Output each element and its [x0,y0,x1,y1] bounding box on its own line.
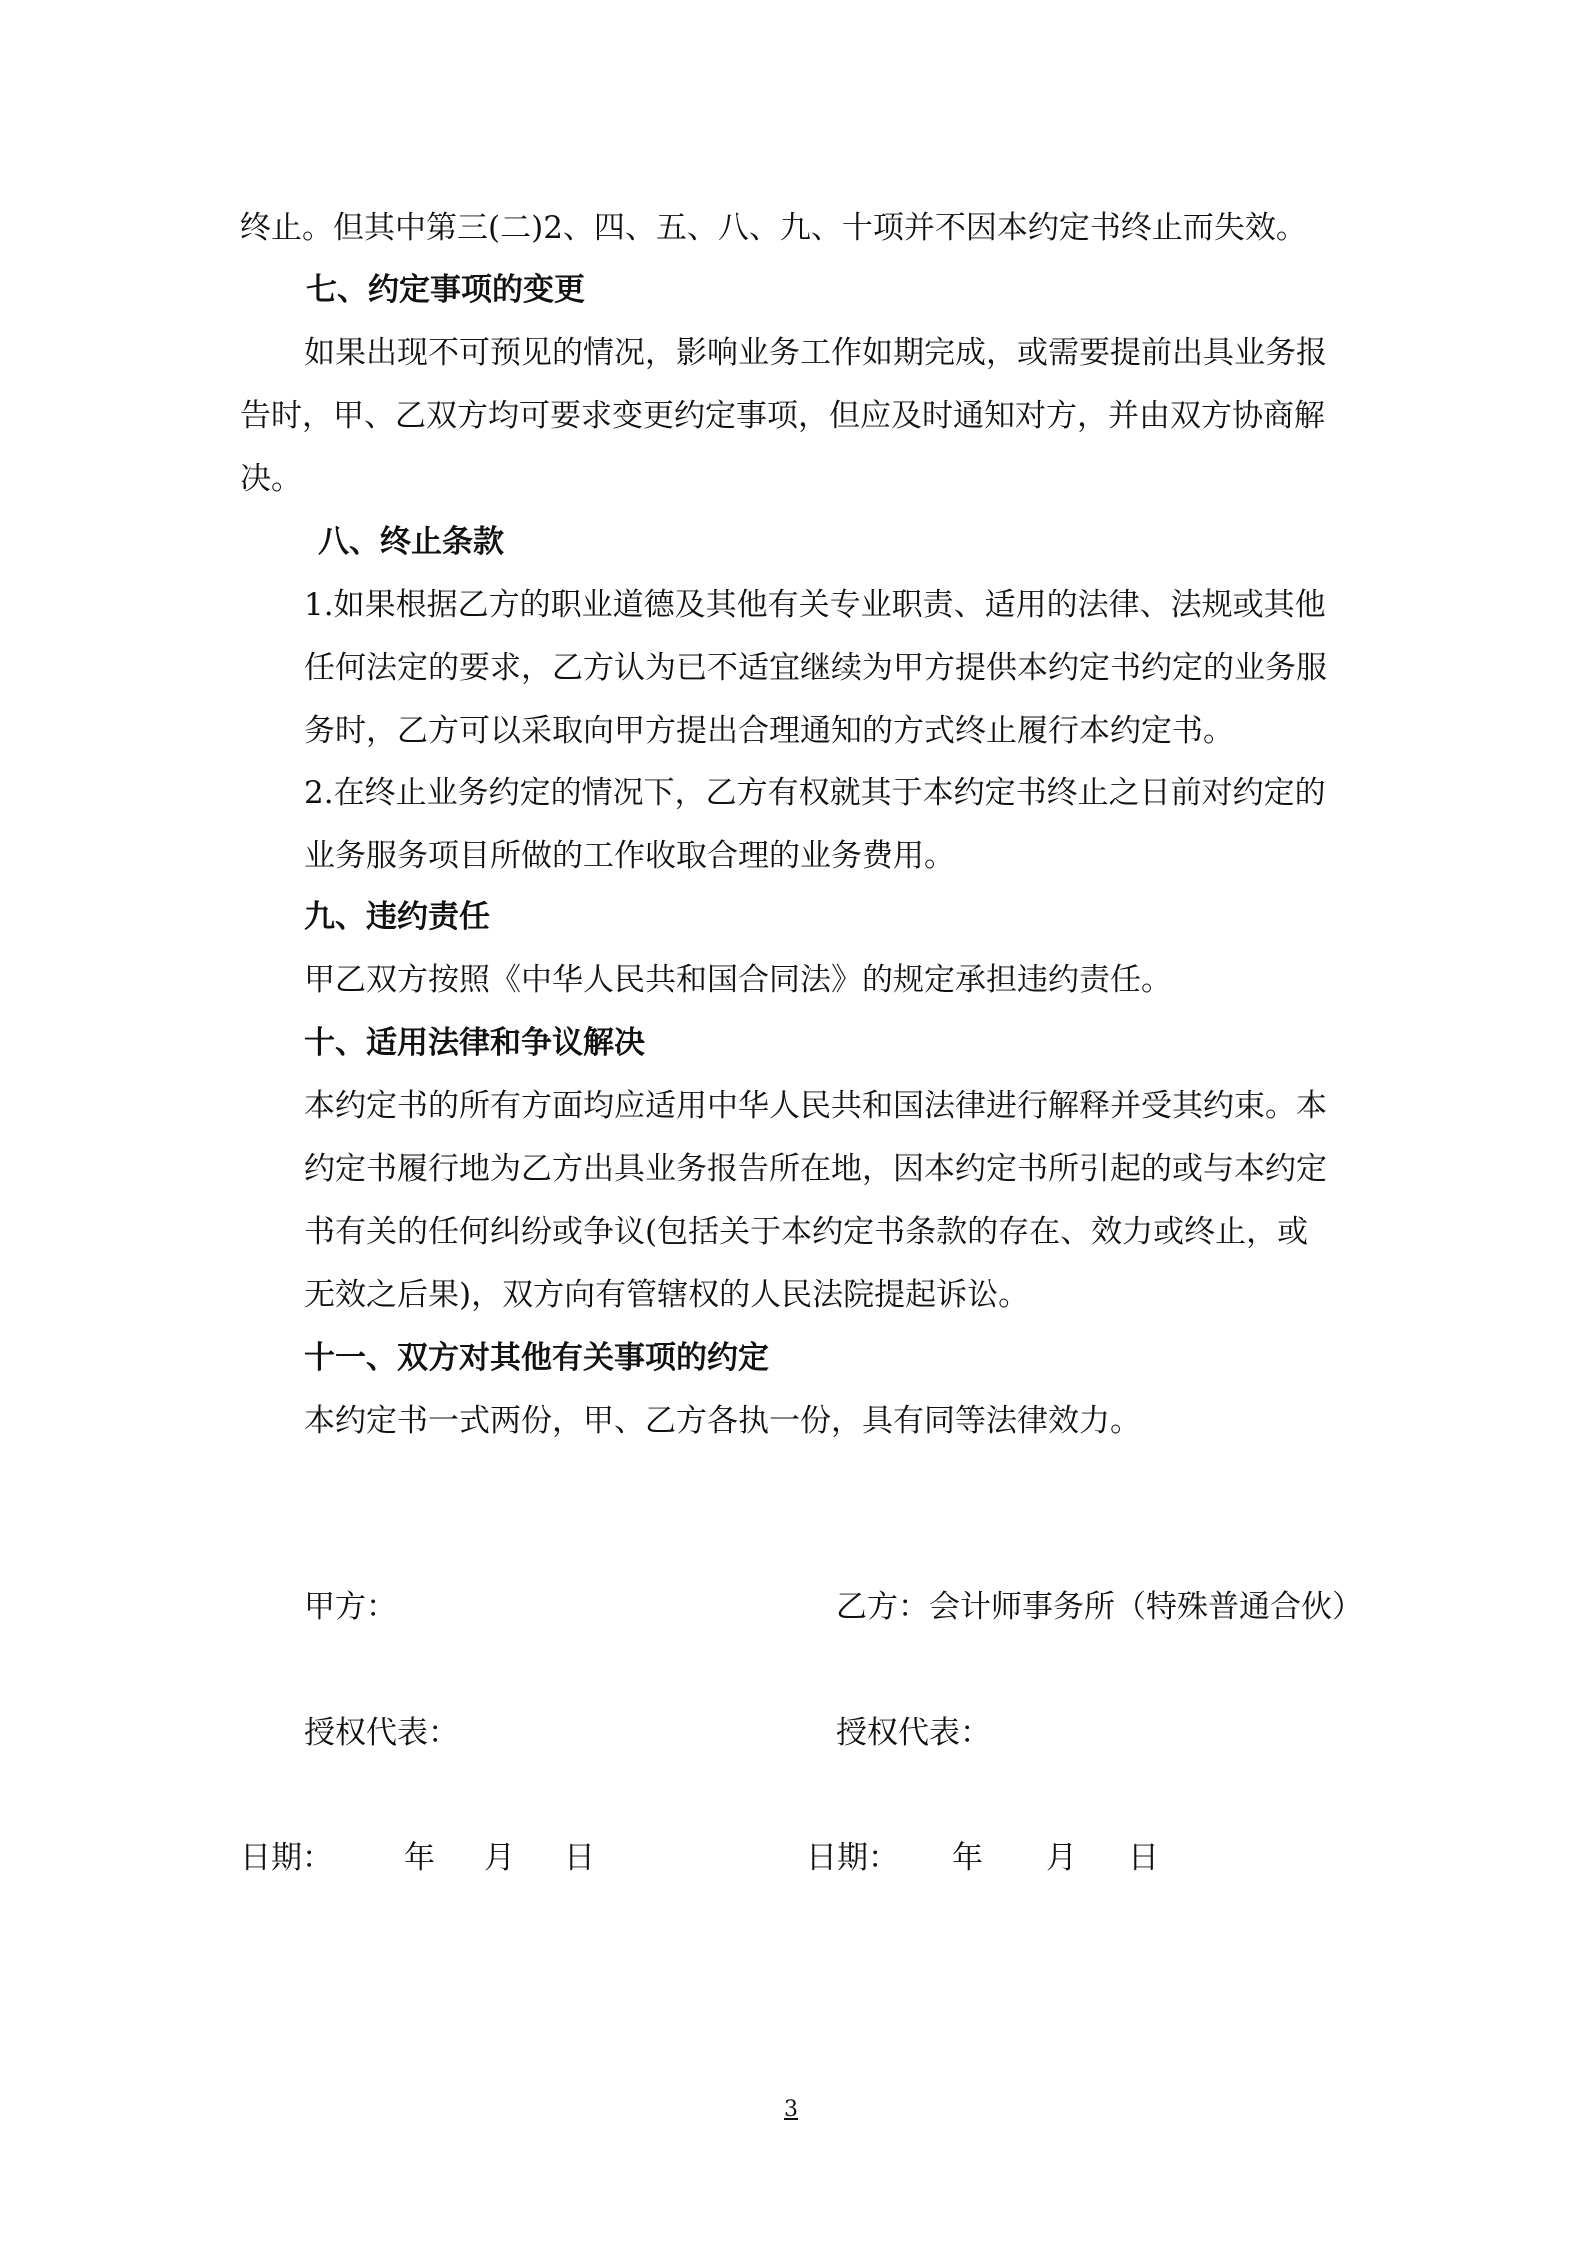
party-b-label: 乙方：会计师事务所（特殊普通合伙） [836,1589,1363,1625]
section8-item1-line-1: 1.如果根据乙方的职业道德及其他有关专业职责、适用的法律、法规或其他 [304,587,1326,623]
rep-b-label: 授权代表： [836,1715,991,1751]
section10-para-line-3: 书有关的任何纠纷或争议(包括关于本约定书条款的存在、效力或终止，或 [304,1214,1309,1250]
date-a-label: 日期： [240,1840,333,1876]
section10-para-line-2: 约定书履行地为乙方出具业务报告所在地，因本约定书所引起的或与本约定 [304,1151,1327,1187]
section10-para-line-4: 无效之后果)，双方向有管辖权的人民法院提起诉讼。 [304,1277,1030,1313]
section10-heading: 十、适用法律和争议解决 [304,1025,645,1061]
section7-para-line-1: 如果出现不可预见的情况，影响业务工作如期完成，或需要提前出具业务报 [304,335,1327,371]
section10-para-line-1: 本约定书的所有方面均应适用中华人民共和国法律进行解释并受其约束。本 [304,1088,1327,1124]
section8-heading: 八、终止条款 [318,524,504,560]
date-b-month: 月 [1046,1840,1077,1876]
section9-heading: 九、违约责任 [304,899,490,935]
section6-tail-line: 终止。但其中第三(二)2、四、五、八、九、十项并不因本约定书终止而失效。 [240,210,1307,246]
section7-heading: 七、约定事项的变更 [306,272,585,308]
date-a-year: 年 [404,1840,435,1876]
section8-item2-line-1: 2.在终止业务约定的情况下，乙方有权就其于本约定书终止之日前对约定的 [304,775,1326,811]
date-a-month: 月 [484,1840,515,1876]
date-b-day: 日 [1128,1840,1159,1876]
date-b-year: 年 [952,1840,983,1876]
section11-heading: 十一、双方对其他有关事项的约定 [304,1340,769,1376]
party-a-label: 甲方： [304,1589,397,1625]
page-number: 3 [784,2097,798,2122]
section8-item2-line-2: 业务服务项目所做的工作收取合理的业务费用。 [304,838,955,874]
section7-para-line-3: 决。 [240,461,302,497]
section8-item1-line-2: 任何法定的要求，乙方认为已不适宜继续为甲方提供本约定书约定的业务服 [304,650,1327,686]
section7-para-line-2: 告时，甲、乙双方均可要求变更约定事项，但应及时通知对方，并由双方协商解 [240,398,1325,434]
section8-item1-line-3: 务时，乙方可以采取向甲方提出合理通知的方式终止履行本约定书。 [304,713,1234,749]
date-b-label: 日期： [806,1840,899,1876]
section11-para: 本约定书一式两份，甲、乙方各执一份，具有同等法律效力。 [304,1403,1141,1439]
section9-para: 甲乙双方按照《中华人民共和国合同法》的规定承担违约责任。 [304,962,1172,998]
date-a-day: 日 [564,1840,595,1876]
rep-a-label: 授权代表： [304,1715,459,1751]
